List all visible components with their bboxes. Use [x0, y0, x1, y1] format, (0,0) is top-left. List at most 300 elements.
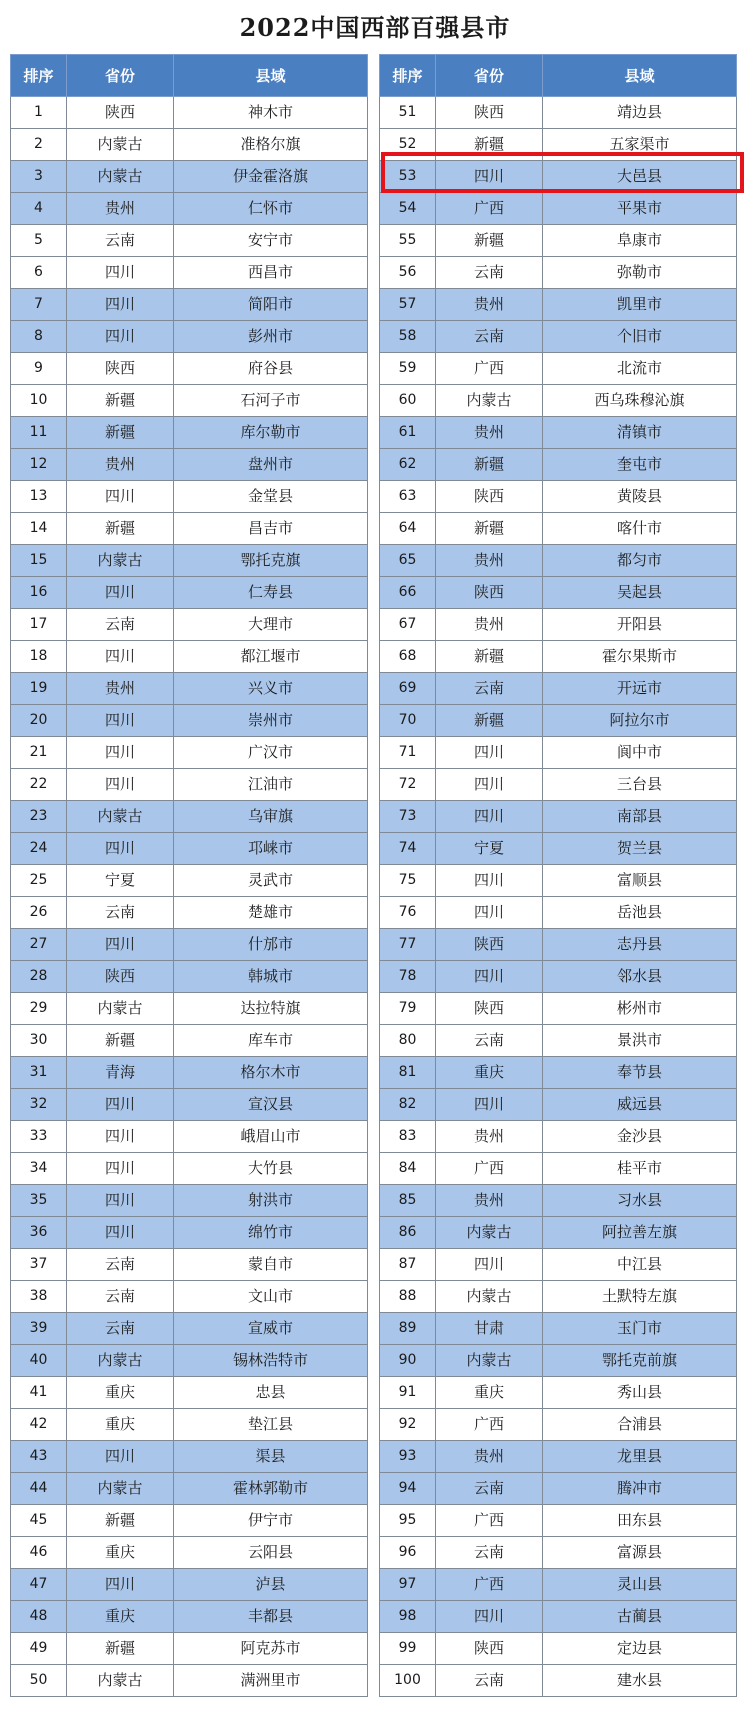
county-cell: 大理市 — [174, 609, 368, 641]
county-cell: 清镇市 — [543, 417, 737, 449]
rank-cell: 24 — [11, 833, 67, 865]
province-cell: 陕西 — [436, 929, 543, 961]
rank-cell: 32 — [11, 1089, 67, 1121]
table-row — [380, 193, 737, 225]
table-row — [380, 1249, 737, 1281]
rank-cell: 62 — [380, 449, 436, 481]
table-row — [380, 289, 737, 321]
table-row — [11, 1633, 368, 1665]
county-cell: 奎屯市 — [543, 449, 737, 481]
rank-cell: 53 — [380, 161, 436, 193]
rank-cell: 39 — [11, 1313, 67, 1345]
table-row — [380, 225, 737, 257]
table-row — [11, 161, 368, 193]
province-cell: 内蒙古 — [67, 1665, 174, 1697]
table-row — [380, 129, 737, 161]
table-row — [11, 897, 368, 929]
table-row — [11, 961, 368, 993]
province-cell: 新疆 — [67, 1505, 174, 1537]
table-row — [11, 1409, 368, 1441]
table-row — [11, 673, 368, 705]
province-cell: 内蒙古 — [67, 801, 174, 833]
rank-cell: 52 — [380, 129, 436, 161]
table-row — [380, 97, 737, 129]
county-cell: 奉节县 — [543, 1057, 737, 1089]
table-row — [380, 673, 737, 705]
county-cell: 秀山县 — [543, 1377, 737, 1409]
province-cell: 四川 — [436, 737, 543, 769]
county-cell: 吴起县 — [543, 577, 737, 609]
rank-cell: 9 — [11, 353, 67, 385]
province-cell: 云南 — [436, 257, 543, 289]
table-row — [380, 385, 737, 417]
table-row — [11, 929, 368, 961]
rank-cell: 73 — [380, 801, 436, 833]
province-cell: 四川 — [67, 1217, 174, 1249]
rank-cell: 7 — [11, 289, 67, 321]
rank-cell: 18 — [11, 641, 67, 673]
table-row — [11, 1601, 368, 1633]
table-row — [380, 257, 737, 289]
ranking-table-right-body — [380, 97, 737, 1697]
rank-cell: 45 — [11, 1505, 67, 1537]
table-row — [380, 1153, 737, 1185]
county-cell: 文山市 — [174, 1281, 368, 1313]
county-cell: 锡林浩特市 — [174, 1345, 368, 1377]
table-header-row — [11, 55, 368, 97]
county-cell: 大邑县 — [543, 161, 737, 193]
table-row — [380, 737, 737, 769]
county-cell: 彭州市 — [174, 321, 368, 353]
province-cell: 贵州 — [67, 673, 174, 705]
province-cell: 云南 — [436, 321, 543, 353]
rank-cell: 96 — [380, 1537, 436, 1569]
rank-cell: 94 — [380, 1473, 436, 1505]
table-row — [380, 993, 737, 1025]
province-cell: 四川 — [67, 705, 174, 737]
table-row — [380, 545, 737, 577]
county-cell: 开远市 — [543, 673, 737, 705]
rank-cell: 16 — [11, 577, 67, 609]
province-cell: 云南 — [67, 1313, 174, 1345]
county-cell: 绵竹市 — [174, 1217, 368, 1249]
province-cell: 四川 — [436, 801, 543, 833]
province-cell: 新疆 — [436, 129, 543, 161]
province-cell: 四川 — [67, 929, 174, 961]
rank-cell: 57 — [380, 289, 436, 321]
province-cell: 四川 — [67, 641, 174, 673]
province-cell: 云南 — [436, 673, 543, 705]
rank-cell: 61 — [380, 417, 436, 449]
province-cell: 陕西 — [436, 1633, 543, 1665]
rank-cell: 31 — [11, 1057, 67, 1089]
county-cell: 泸县 — [174, 1569, 368, 1601]
county-cell: 乌审旗 — [174, 801, 368, 833]
rank-cell: 37 — [11, 1249, 67, 1281]
table-row — [11, 97, 368, 129]
county-cell: 库尔勒市 — [174, 417, 368, 449]
rank-cell: 6 — [11, 257, 67, 289]
province-cell: 重庆 — [67, 1537, 174, 1569]
province-cell: 四川 — [67, 577, 174, 609]
rank-cell: 26 — [11, 897, 67, 929]
province-cell: 四川 — [67, 1089, 174, 1121]
table-row — [380, 961, 737, 993]
table-row — [11, 1121, 368, 1153]
rank-cell: 21 — [11, 737, 67, 769]
county-cell: 邻水县 — [543, 961, 737, 993]
county-cell: 石河子市 — [174, 385, 368, 417]
rank-cell: 12 — [11, 449, 67, 481]
table-row — [380, 1185, 737, 1217]
rank-cell: 27 — [11, 929, 67, 961]
table-row — [11, 1505, 368, 1537]
province-cell: 四川 — [67, 321, 174, 353]
province-cell: 新疆 — [67, 385, 174, 417]
rank-cell: 40 — [11, 1345, 67, 1377]
rank-cell: 41 — [11, 1377, 67, 1409]
province-cell: 陕西 — [67, 961, 174, 993]
county-cell: 鄂托克旗 — [174, 545, 368, 577]
county-cell: 邛崃市 — [174, 833, 368, 865]
table-header-row — [380, 55, 737, 97]
table-row — [380, 161, 737, 193]
rank-cell: 10 — [11, 385, 67, 417]
rank-cell: 33 — [11, 1121, 67, 1153]
rank-cell: 67 — [380, 609, 436, 641]
rank-cell: 76 — [380, 897, 436, 929]
table-row — [11, 1185, 368, 1217]
province-cell: 四川 — [436, 897, 543, 929]
province-cell: 四川 — [436, 961, 543, 993]
county-cell: 南部县 — [543, 801, 737, 833]
county-cell: 灵山县 — [543, 1569, 737, 1601]
table-row — [380, 1057, 737, 1089]
table-row — [380, 833, 737, 865]
rank-cell: 93 — [380, 1441, 436, 1473]
county-cell: 威远县 — [543, 1089, 737, 1121]
county-cell: 仁怀市 — [174, 193, 368, 225]
table-row — [380, 1089, 737, 1121]
county-cell: 霍林郭勒市 — [174, 1473, 368, 1505]
table-row — [380, 1313, 737, 1345]
table-row — [11, 321, 368, 353]
county-cell: 韩城市 — [174, 961, 368, 993]
table-row — [380, 1281, 737, 1313]
province-cell: 四川 — [436, 1249, 543, 1281]
province-cell: 四川 — [436, 769, 543, 801]
header-province: 省份 — [67, 55, 174, 97]
province-cell: 云南 — [67, 1281, 174, 1313]
province-cell: 四川 — [67, 257, 174, 289]
province-cell: 云南 — [436, 1025, 543, 1057]
province-cell: 贵州 — [436, 289, 543, 321]
province-cell: 内蒙古 — [436, 1345, 543, 1377]
rank-cell: 13 — [11, 481, 67, 513]
table-row — [380, 1377, 737, 1409]
province-cell: 重庆 — [67, 1601, 174, 1633]
county-cell: 神木市 — [174, 97, 368, 129]
county-cell: 兴义市 — [174, 673, 368, 705]
rank-cell: 82 — [380, 1089, 436, 1121]
province-cell: 重庆 — [436, 1377, 543, 1409]
rank-cell: 48 — [11, 1601, 67, 1633]
rank-cell: 19 — [11, 673, 67, 705]
table-row — [380, 1025, 737, 1057]
table-row — [11, 801, 368, 833]
table-row — [380, 769, 737, 801]
county-cell: 阿克苏市 — [174, 1633, 368, 1665]
county-cell: 大竹县 — [174, 1153, 368, 1185]
table-row — [380, 417, 737, 449]
county-cell: 宣威市 — [174, 1313, 368, 1345]
rank-cell: 78 — [380, 961, 436, 993]
header-province: 省份 — [436, 55, 543, 97]
county-cell: 楚雄市 — [174, 897, 368, 929]
province-cell: 宁夏 — [67, 865, 174, 897]
county-cell: 金堂县 — [174, 481, 368, 513]
province-cell: 内蒙古 — [67, 129, 174, 161]
province-cell: 云南 — [67, 1249, 174, 1281]
table-row — [380, 513, 737, 545]
province-cell: 贵州 — [436, 1121, 543, 1153]
province-cell: 陕西 — [436, 481, 543, 513]
province-cell: 内蒙古 — [67, 545, 174, 577]
table-row — [380, 1569, 737, 1601]
county-cell: 鄂托克前旗 — [543, 1345, 737, 1377]
rank-cell: 49 — [11, 1633, 67, 1665]
rank-cell: 1 — [11, 97, 67, 129]
table-row — [11, 193, 368, 225]
table-row — [11, 833, 368, 865]
county-cell: 贺兰县 — [543, 833, 737, 865]
table-row — [11, 641, 368, 673]
rank-cell: 30 — [11, 1025, 67, 1057]
province-cell: 四川 — [67, 1121, 174, 1153]
table-row — [380, 801, 737, 833]
rank-cell: 14 — [11, 513, 67, 545]
province-cell: 广西 — [436, 1153, 543, 1185]
rank-cell: 59 — [380, 353, 436, 385]
county-cell: 玉门市 — [543, 1313, 737, 1345]
rank-cell: 15 — [11, 545, 67, 577]
county-cell: 三台县 — [543, 769, 737, 801]
table-row — [380, 577, 737, 609]
rank-cell: 56 — [380, 257, 436, 289]
province-cell: 贵州 — [436, 545, 543, 577]
ranking-table-left-body — [11, 97, 368, 1697]
rank-cell: 47 — [11, 1569, 67, 1601]
county-cell: 灵武市 — [174, 865, 368, 897]
county-cell: 西乌珠穆沁旗 — [543, 385, 737, 417]
table-row — [380, 705, 737, 737]
county-cell: 田东县 — [543, 1505, 737, 1537]
table-row — [11, 865, 368, 897]
county-cell: 彬州市 — [543, 993, 737, 1025]
county-cell: 弥勒市 — [543, 257, 737, 289]
table-row — [380, 353, 737, 385]
county-cell: 准格尔旗 — [174, 129, 368, 161]
table-row — [11, 1537, 368, 1569]
rank-cell: 17 — [11, 609, 67, 641]
rank-cell: 87 — [380, 1249, 436, 1281]
table-row — [380, 1665, 737, 1697]
county-cell: 府谷县 — [174, 353, 368, 385]
rank-cell: 55 — [380, 225, 436, 257]
county-cell: 库车市 — [174, 1025, 368, 1057]
county-cell: 盘州市 — [174, 449, 368, 481]
county-cell: 忠县 — [174, 1377, 368, 1409]
table-row — [380, 609, 737, 641]
province-cell: 宁夏 — [436, 833, 543, 865]
table-row — [380, 641, 737, 673]
table-row — [11, 449, 368, 481]
county-cell: 达拉特旗 — [174, 993, 368, 1025]
table-row — [380, 1537, 737, 1569]
province-cell: 四川 — [67, 833, 174, 865]
table-row — [11, 1281, 368, 1313]
table-row — [380, 1601, 737, 1633]
rank-cell: 89 — [380, 1313, 436, 1345]
province-cell: 广西 — [436, 353, 543, 385]
table-row — [11, 545, 368, 577]
county-cell: 富顺县 — [543, 865, 737, 897]
county-cell: 伊宁市 — [174, 1505, 368, 1537]
province-cell: 新疆 — [436, 225, 543, 257]
table-row — [380, 1473, 737, 1505]
rank-cell: 99 — [380, 1633, 436, 1665]
county-cell: 格尔木市 — [174, 1057, 368, 1089]
province-cell: 四川 — [67, 769, 174, 801]
header-rank: 排序 — [380, 55, 436, 97]
county-cell: 伊金霍洛旗 — [174, 161, 368, 193]
rank-cell: 97 — [380, 1569, 436, 1601]
rank-cell: 83 — [380, 1121, 436, 1153]
header-county: 县域 — [543, 55, 737, 97]
table-row — [380, 865, 737, 897]
province-cell: 四川 — [67, 1185, 174, 1217]
province-cell: 广西 — [436, 1409, 543, 1441]
rank-cell: 64 — [380, 513, 436, 545]
county-cell: 北流市 — [543, 353, 737, 385]
province-cell: 新疆 — [67, 513, 174, 545]
county-cell: 昌吉市 — [174, 513, 368, 545]
rank-cell: 50 — [11, 1665, 67, 1697]
province-cell: 新疆 — [436, 705, 543, 737]
province-cell: 广西 — [436, 193, 543, 225]
province-cell: 内蒙古 — [67, 1345, 174, 1377]
rank-cell: 44 — [11, 1473, 67, 1505]
province-cell: 新疆 — [67, 417, 174, 449]
rank-cell: 4 — [11, 193, 67, 225]
rank-cell: 54 — [380, 193, 436, 225]
table-row — [380, 481, 737, 513]
table-row — [380, 449, 737, 481]
table-row — [11, 1569, 368, 1601]
table-row — [11, 225, 368, 257]
table-row — [11, 289, 368, 321]
county-cell: 阿拉善左旗 — [543, 1217, 737, 1249]
county-cell: 古蔺县 — [543, 1601, 737, 1633]
rank-cell: 72 — [380, 769, 436, 801]
county-cell: 云阳县 — [174, 1537, 368, 1569]
table-row — [11, 129, 368, 161]
province-cell: 云南 — [436, 1665, 543, 1697]
county-cell: 志丹县 — [543, 929, 737, 961]
province-cell: 四川 — [67, 1569, 174, 1601]
county-cell: 景洪市 — [543, 1025, 737, 1057]
county-cell: 平果市 — [543, 193, 737, 225]
province-cell: 陕西 — [67, 353, 174, 385]
county-cell: 个旧市 — [543, 321, 737, 353]
rank-cell: 29 — [11, 993, 67, 1025]
table-row — [380, 929, 737, 961]
county-cell: 五家渠市 — [543, 129, 737, 161]
rank-cell: 42 — [11, 1409, 67, 1441]
rank-cell: 70 — [380, 705, 436, 737]
table-row — [11, 513, 368, 545]
rank-cell: 85 — [380, 1185, 436, 1217]
county-cell: 土默特左旗 — [543, 1281, 737, 1313]
province-cell: 四川 — [436, 1601, 543, 1633]
table-row — [380, 1633, 737, 1665]
table-row — [11, 1057, 368, 1089]
table-row — [380, 1409, 737, 1441]
table-row — [11, 353, 368, 385]
province-cell: 贵州 — [436, 1185, 543, 1217]
rank-cell: 5 — [11, 225, 67, 257]
rank-cell: 25 — [11, 865, 67, 897]
province-cell: 贵州 — [436, 417, 543, 449]
province-cell: 陕西 — [67, 97, 174, 129]
county-cell: 崇州市 — [174, 705, 368, 737]
table-row — [11, 1665, 368, 1697]
table-row — [11, 769, 368, 801]
table-row — [11, 993, 368, 1025]
rank-cell: 92 — [380, 1409, 436, 1441]
rank-cell: 2 — [11, 129, 67, 161]
province-cell: 新疆 — [436, 513, 543, 545]
table-row — [11, 609, 368, 641]
province-cell: 贵州 — [436, 1441, 543, 1473]
rank-cell: 65 — [380, 545, 436, 577]
province-cell: 内蒙古 — [436, 385, 543, 417]
province-cell: 内蒙古 — [67, 161, 174, 193]
rank-cell: 81 — [380, 1057, 436, 1089]
rank-cell: 46 — [11, 1537, 67, 1569]
province-cell: 甘肃 — [436, 1313, 543, 1345]
county-cell: 西昌市 — [174, 257, 368, 289]
county-cell: 黄陵县 — [543, 481, 737, 513]
table-row — [11, 1473, 368, 1505]
county-cell: 满洲里市 — [174, 1665, 368, 1697]
county-cell: 阆中市 — [543, 737, 737, 769]
rank-cell: 69 — [380, 673, 436, 705]
rank-cell: 38 — [11, 1281, 67, 1313]
county-cell: 龙里县 — [543, 1441, 737, 1473]
province-cell: 云南 — [67, 609, 174, 641]
ranking-table-right — [379, 54, 737, 1697]
county-cell: 仁寿县 — [174, 577, 368, 609]
rank-cell: 86 — [380, 1217, 436, 1249]
table-row — [11, 417, 368, 449]
rank-cell: 66 — [380, 577, 436, 609]
table-row — [11, 1441, 368, 1473]
province-cell: 广西 — [436, 1569, 543, 1601]
rank-cell: 90 — [380, 1345, 436, 1377]
rank-cell: 75 — [380, 865, 436, 897]
rank-cell: 74 — [380, 833, 436, 865]
